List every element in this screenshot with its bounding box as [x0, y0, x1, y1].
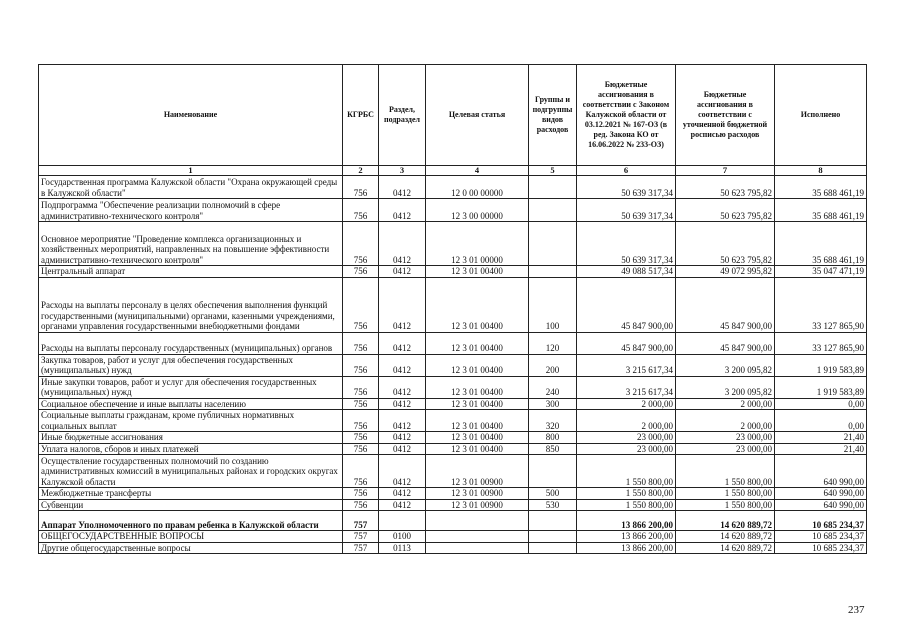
row-kgrbs: 756 [343, 266, 379, 278]
row-kgrbs: 756 [343, 488, 379, 500]
row-law-amount: 45 847 900,00 [577, 332, 676, 354]
row-section: 0412 [379, 332, 426, 354]
row-kgrbs: 756 [343, 277, 379, 332]
row-section: 0412 [379, 176, 426, 199]
row-section: 0412 [379, 488, 426, 500]
column-number: 8 [775, 166, 867, 176]
row-name: Иные закупки товаров, работ и услуг для обеспечения государственных (муниципальных) нужд [39, 376, 343, 398]
row-target: 12 3 01 00900 [426, 455, 529, 488]
row-target: 12 3 01 00400 [426, 277, 529, 332]
row-executed-amount: 0,00 [775, 410, 867, 432]
header-name: Наименование [39, 65, 343, 166]
table-row [39, 222, 867, 266]
row-target: 12 3 01 00400 [426, 354, 529, 376]
row-executed-amount: 33 127 865,90 [775, 332, 867, 354]
row-kgrbs: 756 [343, 354, 379, 376]
row-law-amount: 3 215 617,34 [577, 354, 676, 376]
row-target: 12 3 01 00400 [426, 443, 529, 455]
row-law-amount: 50 639 317,34 [577, 222, 676, 266]
row-refined-amount: 2 000,00 [676, 398, 775, 410]
row-kgrbs: 757 [343, 531, 379, 543]
row-name: Уплата налогов, сборов и иных платежей [39, 443, 343, 455]
row-law-amount: 2 000,00 [577, 398, 676, 410]
row-section: 0412 [379, 376, 426, 398]
row-section: 0412 [379, 354, 426, 376]
row-executed-amount: 10 685 234,37 [775, 511, 867, 531]
row-refined-amount: 14 620 889,72 [676, 542, 775, 554]
row-target: 12 0 00 00000 [426, 176, 529, 199]
row-refined-amount: 49 072 995,82 [676, 266, 775, 278]
row-target: 12 3 01 00400 [426, 398, 529, 410]
row-target [426, 531, 529, 543]
row-section: 0412 [379, 432, 426, 444]
table-row [39, 499, 867, 511]
row-kgrbs: 756 [343, 432, 379, 444]
column-number: 2 [343, 166, 379, 176]
header-groups: Группы и подгруппы видов расходов [529, 65, 577, 166]
row-target [426, 542, 529, 554]
table-row [39, 410, 867, 432]
header-refined: Бюджетные ассигнования в соответствии с уточненной бюджетной росписью расходов [676, 65, 775, 166]
row-target: 12 3 00 00000 [426, 199, 529, 222]
row-target: 12 3 01 00400 [426, 410, 529, 432]
row-executed-amount: 0,00 [775, 398, 867, 410]
row-section [379, 511, 426, 531]
column-number: 3 [379, 166, 426, 176]
row-group: 320 [529, 410, 577, 432]
row-kgrbs: 756 [343, 199, 379, 222]
row-law-amount: 3 215 617,34 [577, 376, 676, 398]
row-kgrbs: 757 [343, 542, 379, 554]
row-kgrbs: 756 [343, 410, 379, 432]
row-kgrbs: 756 [343, 455, 379, 488]
header-kgrbs: КГРБС [343, 65, 379, 166]
row-executed-amount: 33 127 865,90 [775, 277, 867, 332]
row-executed-amount: 21,40 [775, 443, 867, 455]
row-law-amount: 45 847 900,00 [577, 277, 676, 332]
row-law-amount: 50 639 317,34 [577, 176, 676, 199]
row-refined-amount: 3 200 095,82 [676, 354, 775, 376]
column-number: 1 [39, 166, 343, 176]
row-law-amount: 23 000,00 [577, 432, 676, 444]
table-row [39, 354, 867, 376]
table-row [39, 455, 867, 488]
row-executed-amount: 35 688 461,19 [775, 199, 867, 222]
row-law-amount: 23 000,00 [577, 443, 676, 455]
row-section: 0412 [379, 398, 426, 410]
row-executed-amount: 640 990,00 [775, 488, 867, 500]
row-section: 0412 [379, 443, 426, 455]
row-executed-amount: 35 047 471,19 [775, 266, 867, 278]
table-header-row [39, 65, 867, 166]
row-name: Социальное обеспечение и иные выплаты населению [39, 398, 343, 410]
row-group: 530 [529, 499, 577, 511]
row-group [529, 266, 577, 278]
table-row [39, 443, 867, 455]
table-row [39, 542, 867, 554]
table-row [39, 176, 867, 199]
row-executed-amount: 10 685 234,37 [775, 531, 867, 543]
row-refined-amount: 45 847 900,00 [676, 277, 775, 332]
row-kgrbs: 756 [343, 222, 379, 266]
row-group: 200 [529, 354, 577, 376]
row-name: Субвенции [39, 499, 343, 511]
row-target: 12 3 01 00900 [426, 488, 529, 500]
header-section: Раздел, подраздел [379, 65, 426, 166]
row-name: Расходы на выплаты персоналу в целях обеспечения выполнения функций государственными (муниципальными) органами, казенными учреждениями, органами управления государственными внебюджетными фондами [39, 277, 343, 332]
row-refined-amount: 1 550 800,00 [676, 499, 775, 511]
row-law-amount: 2 000,00 [577, 410, 676, 432]
table-row [39, 511, 867, 531]
row-executed-amount: 1 919 583,89 [775, 354, 867, 376]
row-law-amount: 1 550 800,00 [577, 499, 676, 511]
header-executed: Исполнено [775, 65, 867, 166]
row-kgrbs: 756 [343, 499, 379, 511]
row-group: 850 [529, 443, 577, 455]
column-number: 5 [529, 166, 577, 176]
row-group: 800 [529, 432, 577, 444]
row-executed-amount: 640 990,00 [775, 455, 867, 488]
row-target [426, 511, 529, 531]
row-executed-amount: 10 685 234,37 [775, 542, 867, 554]
row-section: 0412 [379, 199, 426, 222]
row-kgrbs: 756 [343, 376, 379, 398]
row-name: Иные бюджетные ассигнования [39, 432, 343, 444]
row-refined-amount: 1 550 800,00 [676, 488, 775, 500]
row-executed-amount: 640 990,00 [775, 499, 867, 511]
row-target: 12 3 01 00400 [426, 266, 529, 278]
header-law: Бюджетные ассигнования в соответствии с Законом Калужской области от 03.12.2021 № 167-ОЗ (в ред. Закона КО от 16.06.2022 № 233-ОЗ) [577, 65, 676, 166]
table-row [39, 398, 867, 410]
row-executed-amount: 1 919 583,89 [775, 376, 867, 398]
row-section: 0113 [379, 542, 426, 554]
row-law-amount: 1 550 800,00 [577, 455, 676, 488]
table-row [39, 199, 867, 222]
row-group [529, 531, 577, 543]
row-target: 12 3 01 00400 [426, 432, 529, 444]
row-name: Межбюджетные трансферты [39, 488, 343, 500]
row-refined-amount: 23 000,00 [676, 443, 775, 455]
table-row [39, 277, 867, 332]
row-name: Аппарат Уполномоченного по правам ребенка в Калужской области [39, 511, 343, 531]
row-section: 0412 [379, 455, 426, 488]
row-refined-amount: 14 620 889,72 [676, 511, 775, 531]
row-refined-amount: 3 200 095,82 [676, 376, 775, 398]
row-executed-amount: 21,40 [775, 432, 867, 444]
row-group [529, 176, 577, 199]
column-number: 4 [426, 166, 529, 176]
row-target: 12 3 01 00000 [426, 222, 529, 266]
table-row [39, 376, 867, 398]
row-law-amount: 13 866 200,00 [577, 511, 676, 531]
row-kgrbs: 756 [343, 443, 379, 455]
row-law-amount: 13 866 200,00 [577, 542, 676, 554]
row-group [529, 222, 577, 266]
budget-report-table [38, 64, 867, 554]
row-executed-amount: 35 688 461,19 [775, 176, 867, 199]
table-row [39, 432, 867, 444]
row-group: 100 [529, 277, 577, 332]
row-kgrbs: 756 [343, 332, 379, 354]
row-section: 0100 [379, 531, 426, 543]
row-group [529, 455, 577, 488]
row-section: 0412 [379, 499, 426, 511]
column-numbers-row [39, 166, 867, 176]
row-name: Другие общегосударственные вопросы [39, 542, 343, 554]
row-group: 240 [529, 376, 577, 398]
row-refined-amount: 50 623 795,82 [676, 199, 775, 222]
row-name: Осуществление государственных полномочий по созданию административных комиссий в муниципальных районах и городских округах Калужской области [39, 455, 343, 488]
row-refined-amount: 14 620 889,72 [676, 531, 775, 543]
row-section: 0412 [379, 266, 426, 278]
row-name: ОБЩЕГОСУДАРСТВЕННЫЕ ВОПРОСЫ [39, 531, 343, 543]
table-row [39, 488, 867, 500]
row-group: 300 [529, 398, 577, 410]
row-group [529, 511, 577, 531]
table-row [39, 332, 867, 354]
row-section: 0412 [379, 410, 426, 432]
column-number: 6 [577, 166, 676, 176]
row-law-amount: 13 866 200,00 [577, 531, 676, 543]
row-refined-amount: 50 623 795,82 [676, 176, 775, 199]
row-law-amount: 50 639 317,34 [577, 199, 676, 222]
row-law-amount: 49 088 517,34 [577, 266, 676, 278]
row-kgrbs: 757 [343, 511, 379, 531]
row-name: Расходы на выплаты персоналу государственных (муниципальных) органов [39, 332, 343, 354]
row-section: 0412 [379, 222, 426, 266]
row-kgrbs: 756 [343, 398, 379, 410]
row-group: 500 [529, 488, 577, 500]
row-executed-amount: 35 688 461,19 [775, 222, 867, 266]
row-group [529, 199, 577, 222]
row-section: 0412 [379, 277, 426, 332]
column-number: 7 [676, 166, 775, 176]
row-refined-amount: 50 623 795,82 [676, 222, 775, 266]
row-name: Подпрограмма "Обеспечение реализации полномочий в сфере административно-технического контроля" [39, 199, 343, 222]
row-refined-amount: 23 000,00 [676, 432, 775, 444]
row-name: Государственная программа Калужской области "Охрана окружающей среды в Калужской области" [39, 176, 343, 199]
row-name: Закупка товаров, работ и услуг для обеспечения государственных (муниципальных) нужд [39, 354, 343, 376]
row-target: 12 3 01 00400 [426, 332, 529, 354]
row-kgrbs: 756 [343, 176, 379, 199]
header-target: Целевая статья [426, 65, 529, 166]
row-target: 12 3 01 00900 [426, 499, 529, 511]
row-target: 12 3 01 00400 [426, 376, 529, 398]
row-group: 120 [529, 332, 577, 354]
row-refined-amount: 45 847 900,00 [676, 332, 775, 354]
row-law-amount: 1 550 800,00 [577, 488, 676, 500]
table-row [39, 266, 867, 278]
table-row [39, 531, 867, 543]
row-name: Центральный аппарат [39, 266, 343, 278]
row-name: Социальные выплаты гражданам, кроме публичных нормативных социальных выплат [39, 410, 343, 432]
page-number: 237 [848, 604, 865, 616]
row-group [529, 542, 577, 554]
row-name: Основное мероприятие "Проведение комплекса организационных и хозяйственных мероприятий, направленных на повышение эффективности административно-технического контроля" [39, 222, 343, 266]
row-refined-amount: 2 000,00 [676, 410, 775, 432]
row-refined-amount: 1 550 800,00 [676, 455, 775, 488]
